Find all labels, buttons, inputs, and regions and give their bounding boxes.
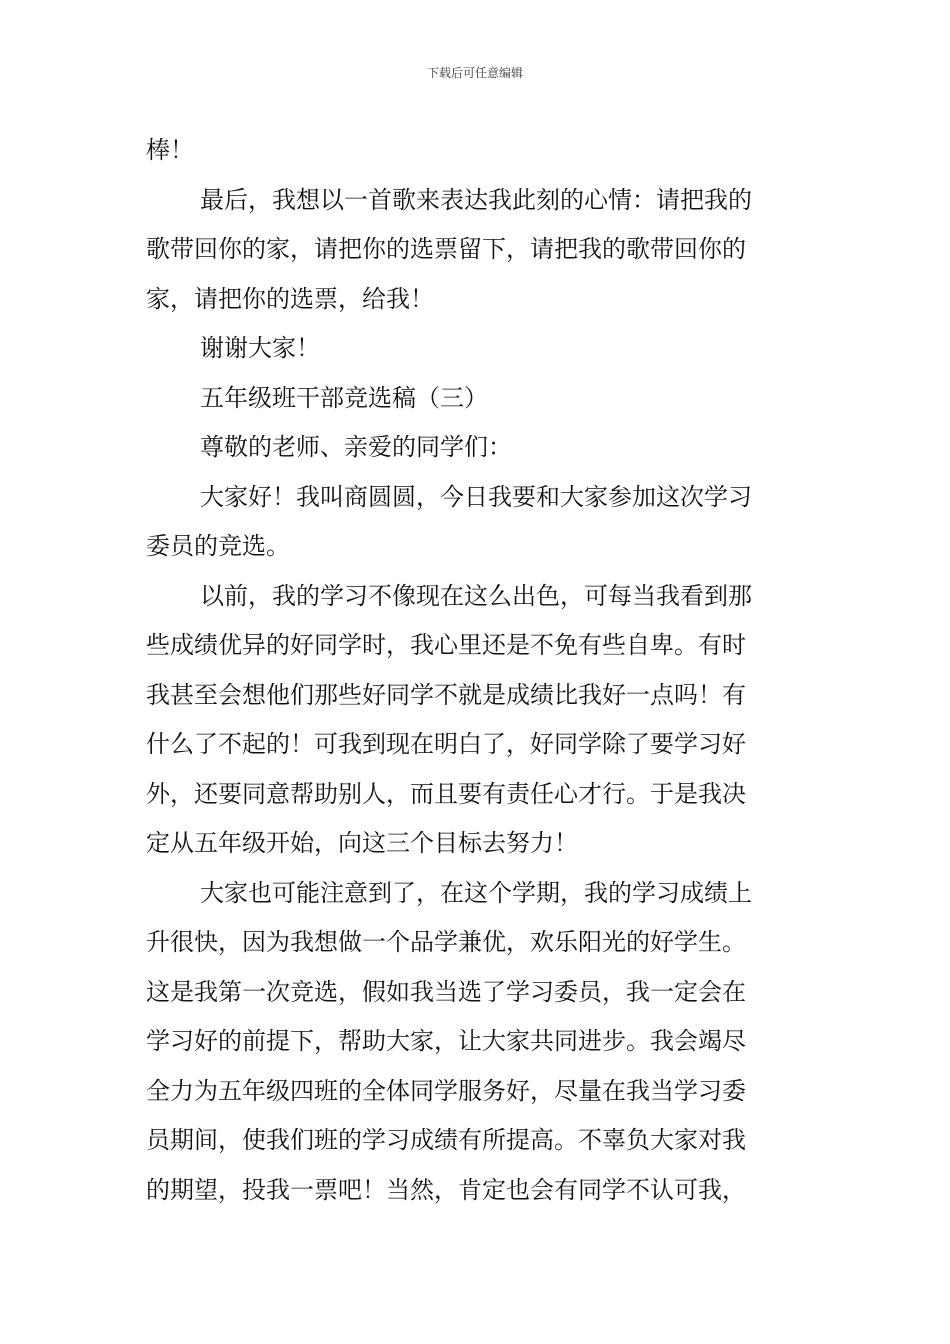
text-line: 我甚至会想他们那些好同学不就是成绩比我好一点吗！有	[146, 680, 746, 709]
page-header: 下载后可任意编辑	[426, 66, 523, 80]
text-line: 最后，我想以一首歌来表达我此刻的心情：请把我的	[200, 185, 752, 214]
document-body	[146, 126, 810, 1215]
text-line: 全力为五年级四班的全体同学服务好，尽量在我当学习委	[146, 1076, 746, 1105]
text-line: 这是我第一次竞选，假如我当选了学习委员，我一定会在	[146, 977, 746, 1006]
text-line: 的期望，投我一票吧！当然，肯定也会有同学不认可我，	[146, 1175, 746, 1204]
text-line: 升很快，因为我想做一个品学兼优，欢乐阳光的好学生。	[146, 928, 746, 956]
text-line: 定从五年级开始，向这三个目标去努力！	[146, 829, 578, 857]
text-line: 大家也可能注意到了，在这个学期，我的学习成绩上	[200, 878, 752, 907]
text-line: 外，还要同意帮助别人，而且要有责任心才行。于是我决	[146, 779, 746, 808]
text-line: 些成绩优异的好同学时，我心里还是不免有些自卑。有时	[146, 631, 746, 659]
text-line: 谢谢大家！	[200, 334, 320, 362]
text-line: 什么了不起的！可我到现在明白了，好同学除了要学习好	[146, 730, 746, 758]
text-line: 家，请把你的选票，给我！	[146, 284, 434, 313]
text-line: 棒！	[146, 136, 194, 164]
text-line: 员期间，使我们班的学习成绩有所提高。不辜负大家对我	[146, 1126, 746, 1154]
text-line: 学习好的前提下，帮助大家，让大家共同进步。我会竭尽	[146, 1027, 746, 1055]
text-line: 歌带回你的家，请把你的选票留下，请把我的歌带回你的	[146, 235, 746, 263]
text-line: 大家好！我叫商圆圆，今日我要和大家参加这次学习	[200, 482, 752, 511]
section-title: 五年级班干部竞选稿（三）	[200, 383, 488, 412]
salutation: 尊敬的老师、亲爱的同学们：	[200, 433, 512, 461]
text-line: 以前，我的学习不像现在这么出色，可每当我看到那	[200, 581, 752, 610]
text-line: 委员的竞选。	[146, 532, 290, 560]
